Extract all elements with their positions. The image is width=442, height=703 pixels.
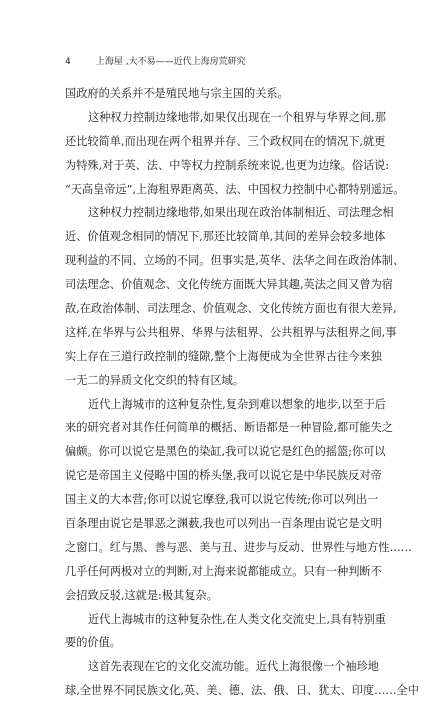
body-text (65, 82, 419, 703)
text-line: 偏颇。你可以说它是黑色的染缸,我可以说它是红色的摇篮;你可以 (65, 445, 386, 459)
text-line: 近代上海城市的这种复杂性,在人类文化交流史上,具有特别重 (88, 612, 386, 626)
text-line: 要的价值。 (65, 636, 121, 650)
text-line: 来的研究者对其作任何简单的概括、断语都是一种冒险,都可能失之 (65, 421, 393, 435)
text-line: 一无二的异质文化交织的特有区域。 (65, 373, 245, 387)
text-line: 百条理由说它是罪恶之渊薮,我也可以列出一百条理由说它是文明 (65, 517, 382, 531)
text-line: 司法理念、价值观念、文化传统方面既大异其趣,英法之间又曾为宿 (65, 278, 393, 292)
text-line: 现利益的不同、立场的不同。但事实是,英华、法华之间在政治体制、 (65, 254, 405, 268)
text-line: 这种权力控制边缘地带,如果出现在政治体制相近、司法理念相 (88, 206, 394, 220)
page-number: 4 (65, 57, 71, 67)
text-line: 实上存在三道行政控制的缝隙,整个上海便成为全世界古往今来独 (65, 349, 382, 363)
text-line: 球,全世界不同民族文化,英、美、德、法、俄、日、犹太、印度……全中 (65, 684, 419, 698)
text-line: 国政府的关系并不是殖民地与宗主国的关系。 (65, 87, 289, 100)
text-line: 近代上海城市的这种复杂性,复杂到难以想象的地步,以至于后 (88, 397, 386, 411)
text-line: 还比较简单,而出现在两个租界并存、三个政权同在的情况下,就更 (65, 134, 386, 148)
text-line: 之窗口。红与黑、善与恶、美与丑、进步与反动、世界性与地方性…… (65, 540, 412, 554)
text-line: 会招致反驳,这就是:极其复杂。 (65, 588, 218, 602)
running-head (65, 56, 246, 68)
text-line: 近、价值观念相同的情况下,那还比较简单,其间的差异会较多地体 (65, 230, 386, 244)
text-line: 敌,在政治体制、司法理念、价值观念、文化传统方面也有很大差异, (65, 302, 397, 316)
text-line: 这样,在华界与公共租界、华界与法租界、公共租界与法租界之间,事 (65, 325, 397, 339)
text-line: 说它是帝国主义侵略中国的桥头堡,我可以说它是中华民族反对帝 (65, 469, 382, 483)
text-line: 这种权力控制边缘地带,如果仅出现在一个租界与华界之间,那 (88, 110, 386, 124)
text-line: 国主义的大本营;你可以说它摩登,我可以说它传统;你可以列出一 (65, 493, 379, 507)
text-line: “天高皇帝远”,上海租界距离英、法、中国权力控制中心都特别遥远。 (65, 182, 405, 196)
book-title: 上海屋 ,大不易——近代上海房荒研究 (95, 57, 246, 67)
text-line: 这首先表现在它的文化交流功能。近代上海很像一个袖珍地 (88, 660, 379, 674)
text-line: 为特殊,对于英、法、中等权力控制系统来说,也更为边缘。俗话说: (65, 158, 390, 172)
text-line: 几乎任何两极对立的判断,对上海来说都能成立。只有一种判断不 (65, 564, 382, 578)
